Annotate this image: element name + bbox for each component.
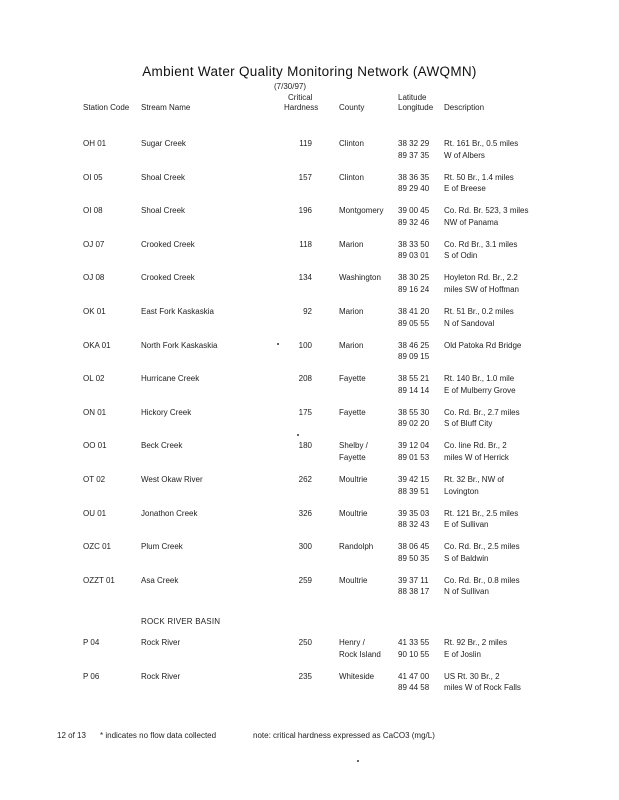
description: Rt. 121 Br., 2.5 miles [444, 508, 519, 518]
county: Fayette [339, 407, 366, 417]
description: W of Albers [444, 150, 485, 160]
description: miles W of Rock Falls [444, 683, 521, 693]
station-code: OJ 08 [83, 273, 105, 283]
stream-name: Sugar Creek [141, 139, 186, 148]
stream-name: Shoal Creek [141, 172, 186, 182]
stream-name: Rock River [141, 638, 181, 647]
station-code: OJ 07 [83, 239, 105, 249]
longitude: 89 50 35 [398, 553, 430, 563]
critical-hardness: 175 [298, 407, 312, 417]
stream-name: Crooked Creek [141, 239, 195, 249]
description: Co. Rd. Br., 2.7 miles [444, 407, 520, 417]
description: Old Patoka Rd Bridge [444, 340, 522, 350]
header-latitude: Latitude [398, 93, 427, 102]
critical-hardness: 157 [298, 172, 312, 182]
page-number: 12 of 13 [57, 731, 86, 740]
description: Rt. 140 Br., 1.0 mile [444, 374, 515, 384]
longitude: 89 02 20 [398, 419, 430, 429]
description: miles SW of Hoffman [444, 284, 519, 294]
county: Whiteside [339, 671, 375, 681]
description: Rt. 50 Br., 1.4 miles [444, 172, 514, 182]
critical-hardness: 262 [298, 475, 312, 484]
station-code: OO 01 [83, 441, 107, 451]
description: Co. Rd. Br., 0.8 miles [444, 575, 520, 585]
station-code: OT 02 [83, 475, 106, 484]
latitude: 39 00 45 [398, 206, 430, 216]
station-code: OI 08 [83, 206, 103, 216]
station-code: OI 05 [83, 172, 103, 182]
scan-speck [357, 760, 359, 762]
description: S of Odin [444, 251, 478, 261]
longitude: 90 10 55 [398, 649, 430, 659]
critical-hardness: 300 [298, 542, 312, 552]
description: E of Joslin [444, 649, 481, 659]
station-code: OZZT 01 [83, 575, 115, 585]
station-code: OK 01 [83, 307, 106, 316]
latitude: 38 36 35 [398, 172, 430, 182]
stream-name: Jonathon Creek [141, 508, 198, 518]
header-stream-name: Stream Name [141, 103, 191, 112]
critical-hardness: 235 [298, 671, 312, 681]
station-code: OZC 01 [83, 542, 112, 552]
description: Rt. 51 Br., 0.2 miles [444, 307, 514, 316]
critical-hardness: 118 [299, 239, 312, 249]
page-date: (7/30/97) [273, 82, 307, 91]
description: Rt. 32 Br., NW of [444, 475, 505, 484]
description: Lovington [444, 486, 479, 496]
latitude: 39 12 04 [398, 441, 430, 451]
latitude: 38 55 21 [398, 374, 430, 384]
stream-name: North Fork Kaskaskia [141, 340, 218, 350]
stream-name: Beck Creek [141, 441, 183, 451]
stream-name: Crooked Creek [141, 273, 195, 283]
county: Washington [339, 273, 381, 283]
critical-hardness: 196 [298, 206, 312, 216]
county: Moultrie [339, 508, 368, 518]
latitude: 38 46 25 [398, 340, 430, 350]
footer-note: note: critical hardness expressed as CaCO3 (mg/L) [253, 731, 435, 740]
stream-name: Asa Creek [141, 575, 179, 585]
county: Fayette [339, 452, 366, 462]
county: Shelby / [339, 441, 368, 451]
description: US Rt. 30 Br., 2 [444, 671, 500, 681]
latitude: 38 32 29 [398, 139, 430, 148]
description: Rt. 161 Br., 0.5 miles [444, 139, 519, 148]
county: Randolph [339, 542, 374, 552]
longitude: 89 44 58 [398, 683, 430, 693]
critical-hardness: 100 [298, 340, 312, 350]
latitude: 39 35 03 [398, 508, 430, 518]
latitude: 41 47 00 [398, 671, 430, 681]
description: Co. line Rd. Br., 2 [444, 441, 507, 451]
station-code: OL 02 [83, 374, 105, 384]
stream-name: East Fork Kaskaskia [141, 307, 214, 316]
critical-hardness: 134 [298, 273, 312, 283]
description: Hoyleton Rd. Br., 2.2 [444, 273, 518, 283]
county: Marion [339, 340, 364, 350]
stream-name: Hickory Creek [141, 407, 192, 417]
longitude: 88 38 17 [398, 587, 430, 597]
critical-hardness: 250 [298, 638, 312, 647]
county: Clinton [339, 172, 364, 182]
critical-hardness: 92 [303, 307, 312, 316]
page-title: Ambient Water Quality Monitoring Network (AWQMN) [142, 64, 477, 79]
description: S of Bluff City [444, 419, 493, 429]
latitude: 38 41 20 [398, 307, 430, 316]
description: N of Sullivan [444, 587, 489, 597]
critical-hardness: 208 [298, 374, 312, 384]
latitude: 38 33 50 [398, 239, 430, 249]
description: N of Sandoval [444, 318, 495, 328]
longitude: 89 32 46 [398, 217, 430, 227]
county: Moultrie [339, 475, 368, 484]
description: Co. Rd. Br., 2.5 miles [444, 542, 520, 552]
longitude: 89 03 01 [398, 251, 430, 261]
critical-hardness: 180 [298, 441, 312, 451]
longitude: 89 05 55 [398, 318, 430, 328]
county: Marion [339, 307, 364, 316]
description: E of Sullivan [444, 520, 489, 530]
county: Moultrie [339, 575, 368, 585]
description: S of Baldwin [444, 553, 489, 563]
header-critical: Critical [288, 93, 313, 102]
scan-speck [297, 434, 299, 436]
description: E of Mulberry Grove [444, 385, 516, 395]
station-code: OU 01 [83, 508, 107, 518]
header-description: Description [444, 103, 485, 112]
description: Co. Rd Br., 3.1 miles [444, 239, 518, 249]
description: E of Breese [444, 184, 486, 194]
stream-name: West Okaw River [141, 475, 203, 484]
station-code: OH 01 [83, 139, 107, 148]
longitude: 88 32 43 [398, 520, 430, 530]
county: Montgomery [339, 206, 384, 216]
header-county: County [339, 103, 365, 112]
description: NW of Panama [444, 217, 499, 227]
latitude: 39 42 15 [398, 475, 430, 484]
header-station-code: Station Code [83, 103, 130, 112]
longitude: 89 14 14 [398, 385, 430, 395]
critical-hardness: 259 [298, 575, 312, 585]
footer-asterisk-note: * indicates no flow data collected [100, 731, 217, 740]
stream-name: Plum Creek [141, 542, 183, 552]
latitude: 41 33 55 [398, 638, 430, 647]
critical-hardness: 119 [299, 139, 312, 148]
longitude: 89 01 53 [398, 452, 430, 462]
county: Fayette [339, 374, 366, 384]
stream-name: Hurricane Creek [141, 374, 200, 384]
latitude: 38 55 30 [398, 407, 430, 417]
county: Clinton [339, 139, 364, 148]
station-code: OKA 01 [83, 340, 111, 350]
stream-name: Shoal Creek [141, 206, 186, 216]
stream-name: Rock River [141, 671, 181, 681]
station-code: ON 01 [83, 407, 107, 417]
station-code: P 06 [83, 671, 100, 681]
longitude: 89 29 40 [398, 184, 430, 194]
longitude: 88 39 51 [398, 486, 430, 496]
header-hardness: Hardness [284, 103, 319, 112]
description: Co. Rd. Br. 523, 3 miles [444, 206, 529, 216]
station-code: P 04 [83, 638, 100, 647]
scan-speck [277, 343, 279, 345]
longitude: 89 37 35 [398, 150, 430, 160]
longitude: 89 16 24 [398, 284, 430, 294]
description: miles W of Herrick [444, 452, 509, 462]
latitude: 38 06 45 [398, 542, 430, 552]
county: Henry / [339, 638, 365, 647]
county: Rock Island [339, 649, 381, 659]
header-longitude: Longitude [398, 103, 434, 112]
latitude: 38 30 25 [398, 273, 430, 283]
longitude: 89 09 15 [398, 352, 430, 362]
county: Marion [339, 239, 364, 249]
description: Rt. 92 Br., 2 miles [444, 638, 508, 647]
latitude: 39 37 11 [398, 575, 429, 585]
basin-header: ROCK RIVER BASIN [141, 617, 221, 626]
critical-hardness: 326 [298, 508, 312, 518]
